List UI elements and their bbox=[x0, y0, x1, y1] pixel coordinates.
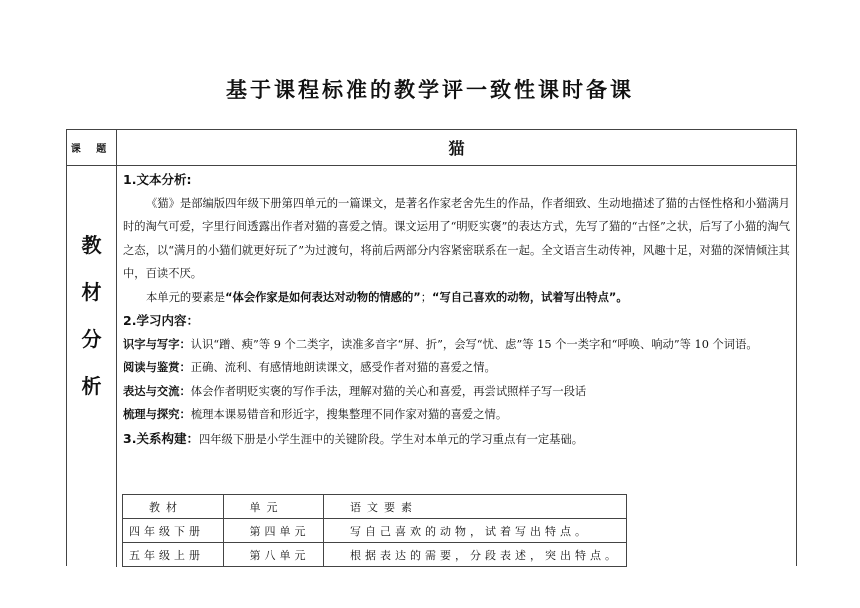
relation-text: 四年级下册是小学生涯中的关键阶段。学生对本单元的学习重点有一定基础。 bbox=[198, 432, 584, 446]
learning-item-text: 正确、流利、有感情地朗读课文，感受作者对猫的喜爱之情。 bbox=[190, 361, 496, 374]
unit-elements-prefix: 本单元的要素是 bbox=[146, 290, 226, 304]
table-header-cell: 单元 bbox=[223, 495, 324, 519]
learning-item-label: 梳理与探究： bbox=[123, 408, 191, 421]
table-cell: 第四单元 bbox=[223, 519, 324, 543]
relation-building bbox=[123, 427, 794, 452]
column-divider bbox=[116, 130, 117, 567]
table-cell: 五年级上册 bbox=[123, 543, 224, 567]
lesson-table bbox=[66, 129, 797, 566]
unit-elements-paragraph bbox=[123, 286, 794, 310]
learning-item-label: 阅读与鉴赏： bbox=[123, 361, 191, 374]
table-cell: 第八单元 bbox=[223, 543, 324, 567]
table-header-cell: 教材 bbox=[123, 495, 224, 519]
topic-label: 课 题 bbox=[70, 144, 113, 155]
table-cell: 根据表达的需要，分段表述，突出特点。 bbox=[324, 543, 627, 567]
learning-item-text: 认识“蹭、瘐”等 9 个二类字，读准多音字“屏、折”，会写“忧、虑”等 15 个一类字和“呼唤、响动”等 10 个词语。 bbox=[190, 337, 758, 351]
unit-element-separator: ； bbox=[420, 290, 433, 304]
unit-element-1: “体会作家是如何表达对动物的情感的” bbox=[225, 290, 421, 304]
document-title: 基于课程标准的教学评一致性课时备课 bbox=[226, 78, 634, 102]
analysis-content bbox=[123, 168, 794, 451]
table-header-cell: 语文要素 bbox=[324, 495, 627, 519]
learning-item-label: 表达与交流： bbox=[123, 384, 191, 398]
learning-item-text: 梳理本课易错音和形近字，搜集整理不同作家对猫的喜爱之情。 bbox=[190, 408, 508, 421]
table-row bbox=[123, 543, 627, 567]
row-divider bbox=[67, 165, 796, 166]
table-row bbox=[123, 519, 627, 543]
section-heading-learning-content: 2.学习内容： bbox=[123, 313, 199, 328]
learning-item-text: 体会作者明贬实褒的写作手法，理解对猫的关心和喜爱，再尝试照样子写一段话 bbox=[190, 384, 587, 398]
side-char: 材 bbox=[81, 280, 102, 304]
side-char: 析 bbox=[81, 374, 102, 398]
topic-value: 猫 bbox=[448, 139, 465, 158]
side-char: 分 bbox=[81, 327, 102, 351]
unit-element-2: “写自己喜欢的动物，试着写出特点”。 bbox=[432, 290, 628, 304]
learning-item-label: 识字与写字： bbox=[123, 337, 191, 351]
section-heading-relation: 3.关系构建： bbox=[123, 430, 199, 446]
text-analysis-paragraph: 《猫》是部编版四年级下册第四单元的一篇课文，是著名作家老舍先生的作品，作者细致、生动地描述了猫的古怪性格和小猫满月时的淘气可爱，字里行间透露出作者对猫的喜爱之情。课文运用了“明贬实褒”的表达方式，先写了猫的“古怪”之状，后写了小猫的淘气之态，以“满月的小猫们就更好玩了”为过渡句，将前后两部分内容紧密联系在一起。全文语言生动传神，风趣十足，对猫的深情倾注其中，百读不厌。 bbox=[123, 196, 791, 280]
learning-item-literacy bbox=[123, 333, 794, 357]
table-cell: 写自己喜欢的动物，试着写出特点。 bbox=[324, 519, 627, 543]
learning-item-reading bbox=[123, 356, 794, 380]
side-char: 教 bbox=[81, 233, 102, 257]
learning-item-expression bbox=[123, 380, 794, 404]
relation-table bbox=[122, 494, 627, 567]
side-label-material-analysis bbox=[67, 166, 116, 567]
table-cell: 四年级下册 bbox=[123, 519, 224, 543]
learning-item-inquiry bbox=[123, 403, 794, 427]
section-heading-text-analysis: 1.文本分析: bbox=[123, 172, 192, 187]
table-header-row bbox=[123, 495, 627, 519]
